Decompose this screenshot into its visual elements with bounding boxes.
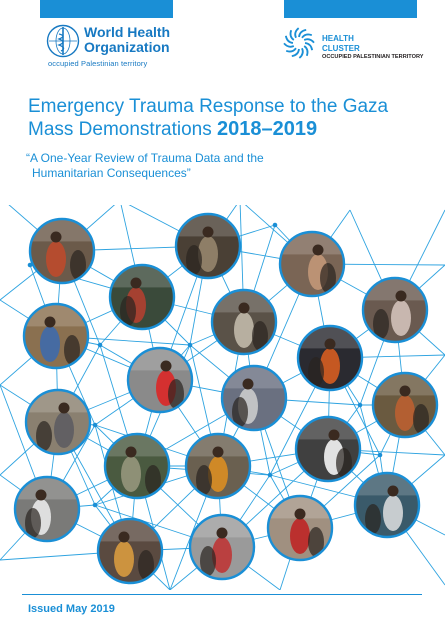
photo-circle xyxy=(30,219,94,283)
photo-circle xyxy=(110,265,174,329)
photo-circle xyxy=(268,496,332,560)
title-line2: Mass Demonstrations xyxy=(28,119,212,140)
network-node-dot xyxy=(358,403,363,408)
network-node-dot xyxy=(268,473,273,478)
report-subtitle xyxy=(26,151,356,181)
issued-date: Issued May 2019 xyxy=(28,603,115,615)
title-line1: Emergency Trauma Response to the Gaza xyxy=(28,96,389,117)
network-node-dot xyxy=(93,503,98,508)
photo-circle xyxy=(190,515,254,579)
health-cluster-logo xyxy=(282,26,432,66)
photo-circle xyxy=(280,232,344,296)
who-subtitle: occupied Palestinian territory xyxy=(48,59,148,68)
who-name-line2: Organization xyxy=(84,39,170,55)
photo-circle xyxy=(373,373,437,437)
photo-circle xyxy=(298,326,362,390)
top-bar-left xyxy=(40,0,173,18)
photo-network-graphic xyxy=(0,205,445,590)
health-cluster-line1: HEALTH xyxy=(322,34,354,43)
subtitle-line2: Humanitarian Consequences” xyxy=(32,166,191,180)
photo-circle xyxy=(212,290,276,354)
photo-circle xyxy=(363,278,427,342)
photo-circle xyxy=(186,434,250,498)
photo-circle xyxy=(222,366,286,430)
network-node-dot xyxy=(188,343,193,348)
network-node-dot xyxy=(93,423,98,428)
health-cluster-emblem-icon xyxy=(282,26,316,60)
photo-circle xyxy=(98,519,162,583)
top-bar-right xyxy=(284,0,417,18)
photo-circle xyxy=(355,473,419,537)
photo-circle xyxy=(128,348,192,412)
report-title xyxy=(28,96,428,141)
bottom-rule xyxy=(22,594,422,595)
who-emblem-icon xyxy=(46,24,80,58)
who-logo xyxy=(46,22,176,70)
title-line2-wrap xyxy=(28,118,428,141)
subtitle-line1: “A One-Year Review of Trauma Data and the xyxy=(26,151,264,165)
health-cluster-line2: CLUSTER xyxy=(322,44,360,53)
who-name-line1: World Health xyxy=(84,24,171,40)
photo-circle xyxy=(296,417,360,481)
photo-circle xyxy=(15,477,79,541)
network-node-dot xyxy=(378,453,383,458)
network-node-dot xyxy=(273,223,278,228)
photo-circle xyxy=(26,390,90,454)
who-name xyxy=(84,25,170,55)
photo-circle xyxy=(176,214,240,278)
health-cluster-line3: OCCUPIED PALESTINIAN TERRITORY xyxy=(322,54,424,60)
photo-circle xyxy=(24,304,88,368)
title-years: 2018–2019 xyxy=(217,118,318,140)
network-node-dot xyxy=(98,343,103,348)
photo-circle xyxy=(105,434,169,498)
